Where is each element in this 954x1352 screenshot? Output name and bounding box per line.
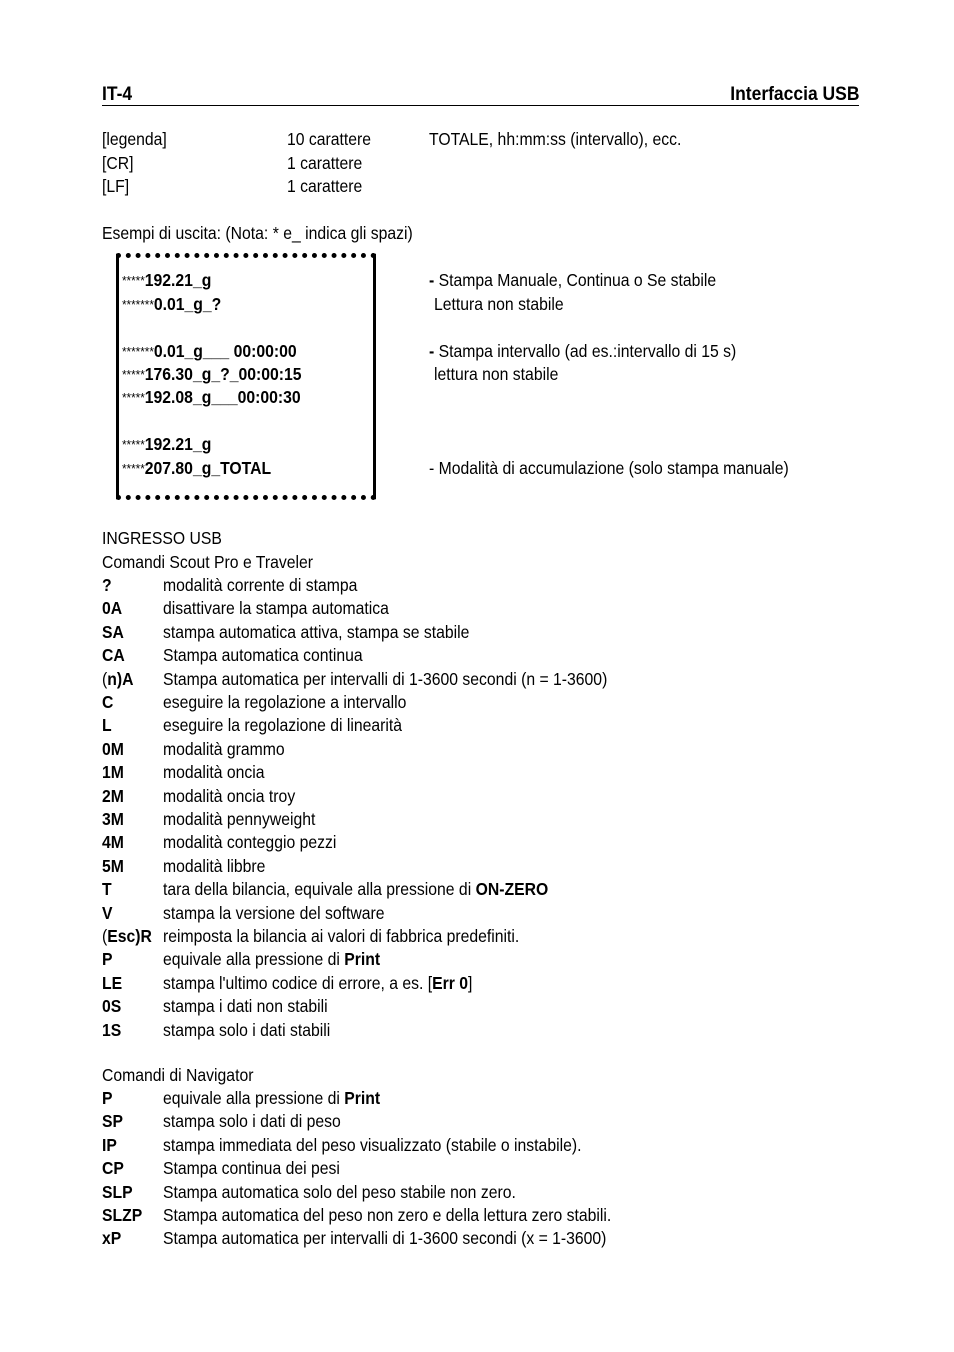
usb-input-heading: INGRESSO USB bbox=[102, 528, 222, 548]
command-code: 1M bbox=[102, 762, 124, 783]
command-description: modalità libbre bbox=[163, 855, 266, 876]
command-code: L bbox=[102, 715, 112, 736]
command-code: IP bbox=[102, 1134, 117, 1155]
command-code: 0A bbox=[102, 598, 123, 619]
field-name: [legenda] bbox=[102, 129, 167, 149]
command-code: 0S bbox=[102, 996, 122, 1017]
command-code: SLZP bbox=[102, 1205, 143, 1225]
command-code: SP bbox=[102, 1111, 124, 1132]
command-description: reimposta la bilancia ai valori di fabbrica predefiniti. bbox=[163, 926, 520, 946]
command-description: stampa automatica attiva, stampa se stabile bbox=[163, 621, 470, 642]
command-code: 4M bbox=[102, 832, 124, 853]
field-name: [CR] bbox=[102, 153, 134, 173]
field-name: [LF] bbox=[102, 176, 130, 196]
command-code: 5M bbox=[102, 855, 124, 876]
command-code: P bbox=[102, 1088, 113, 1108]
section-title: Interfaccia USB bbox=[729, 84, 859, 105]
command-code: 2M bbox=[102, 785, 124, 806]
command-description: stampa l'ultimo codice di errore, a es. [Err 0] bbox=[163, 972, 473, 993]
command-description: Stampa automatica solo del peso stabile non zero. bbox=[163, 1181, 516, 1202]
header-rule bbox=[102, 105, 859, 106]
command-description: Stampa continua dei pesi bbox=[163, 1158, 340, 1179]
example-line: *****192.08_g___00:00:30 bbox=[122, 387, 301, 407]
command-code: (Esc)R bbox=[102, 926, 152, 946]
example-note: lettura non stabile bbox=[434, 364, 559, 384]
command-description: stampa i dati non stabili bbox=[163, 996, 328, 1017]
command-description: Stampa automatica per intervalli di 1-3600 secondi (x = 1-3600) bbox=[163, 1228, 607, 1249]
example-line: *****176.30_g_?_00:00:15 bbox=[122, 364, 302, 384]
command-description: tara della bilancia, equivale alla pressione di ON-ZERO bbox=[163, 879, 549, 900]
field-desc: TOTALE, hh:mm:ss (intervallo), ecc. bbox=[429, 129, 682, 149]
command-description: modalità corrente di stampa bbox=[163, 575, 358, 595]
command-description: Stampa automatica del peso non zero e della lettura zero stabili. bbox=[163, 1205, 612, 1225]
command-code: P bbox=[102, 949, 113, 970]
page-number: IT-4 bbox=[102, 84, 133, 105]
examples-title: Esempi di uscita: (Nota: * e_ indica gli spazi) bbox=[102, 223, 413, 243]
command-description: modalità oncia bbox=[163, 762, 265, 783]
field-size: 1 carattere bbox=[287, 176, 363, 196]
command-description: Stampa automatica continua bbox=[163, 645, 363, 666]
command-description: modalità oncia troy bbox=[163, 785, 296, 806]
command-code: V bbox=[102, 902, 113, 923]
example-note: - Modalità di accumulazione (solo stampa manuale) bbox=[429, 458, 789, 478]
command-code: C bbox=[102, 692, 114, 712]
example-line: *******0.01_g___ 00:00:00 bbox=[122, 341, 297, 361]
command-code: 1S bbox=[102, 1019, 122, 1040]
command-description: stampa immediata del peso visualizzato (stabile o instabile). bbox=[163, 1134, 582, 1155]
example-line: *****207.80_g_TOTAL bbox=[122, 458, 272, 478]
example-note: Lettura non stabile bbox=[434, 294, 564, 314]
command-code: CP bbox=[102, 1158, 124, 1179]
command-code: 0M bbox=[102, 738, 124, 759]
command-description: modalità conteggio pezzi bbox=[163, 832, 337, 853]
example-note: - Stampa Manuale, Continua o Se stabile bbox=[429, 270, 717, 290]
command-code: LE bbox=[102, 972, 123, 993]
example-note: - Stampa intervallo (ad es.:intervallo di 15 s) bbox=[429, 341, 737, 361]
command-code: 3M bbox=[102, 809, 124, 829]
command-description: stampa la versione del software bbox=[163, 902, 385, 923]
navigator-commands-heading: Comandi di Navigator bbox=[102, 1065, 254, 1085]
command-code: ? bbox=[102, 575, 112, 595]
example-line: *****192.21_g bbox=[122, 434, 212, 454]
command-description: disattivare la stampa automatica bbox=[163, 598, 389, 619]
command-code: SA bbox=[102, 621, 124, 642]
command-description: eseguire la regolazione di linearità bbox=[163, 715, 403, 736]
command-description: equivale alla pressione di Print bbox=[163, 1088, 381, 1108]
command-code: SLP bbox=[102, 1181, 133, 1202]
command-code: T bbox=[102, 879, 112, 900]
command-description: modalità pennyweight bbox=[163, 809, 316, 829]
example-line: *****192.21_g bbox=[122, 270, 212, 290]
command-description: equivale alla pressione di Print bbox=[163, 949, 381, 970]
command-code: (n)A bbox=[102, 668, 134, 689]
command-description: modalità grammo bbox=[163, 738, 285, 759]
field-size: 1 carattere bbox=[287, 153, 363, 173]
field-size: 10 carattere bbox=[287, 129, 372, 149]
scout-commands-heading: Comandi Scout Pro e Traveler bbox=[102, 552, 313, 572]
command-code: CA bbox=[102, 645, 125, 666]
command-description: stampa solo i dati di peso bbox=[163, 1111, 341, 1132]
command-description: stampa solo i dati stabili bbox=[163, 1019, 331, 1040]
command-description: eseguire la regolazione a intervallo bbox=[163, 692, 407, 712]
command-code: xP bbox=[102, 1228, 122, 1249]
command-description: Stampa automatica per intervalli di 1-3600 secondi (n = 1-3600) bbox=[163, 668, 608, 689]
example-line: *******0.01_g_? bbox=[122, 294, 222, 314]
